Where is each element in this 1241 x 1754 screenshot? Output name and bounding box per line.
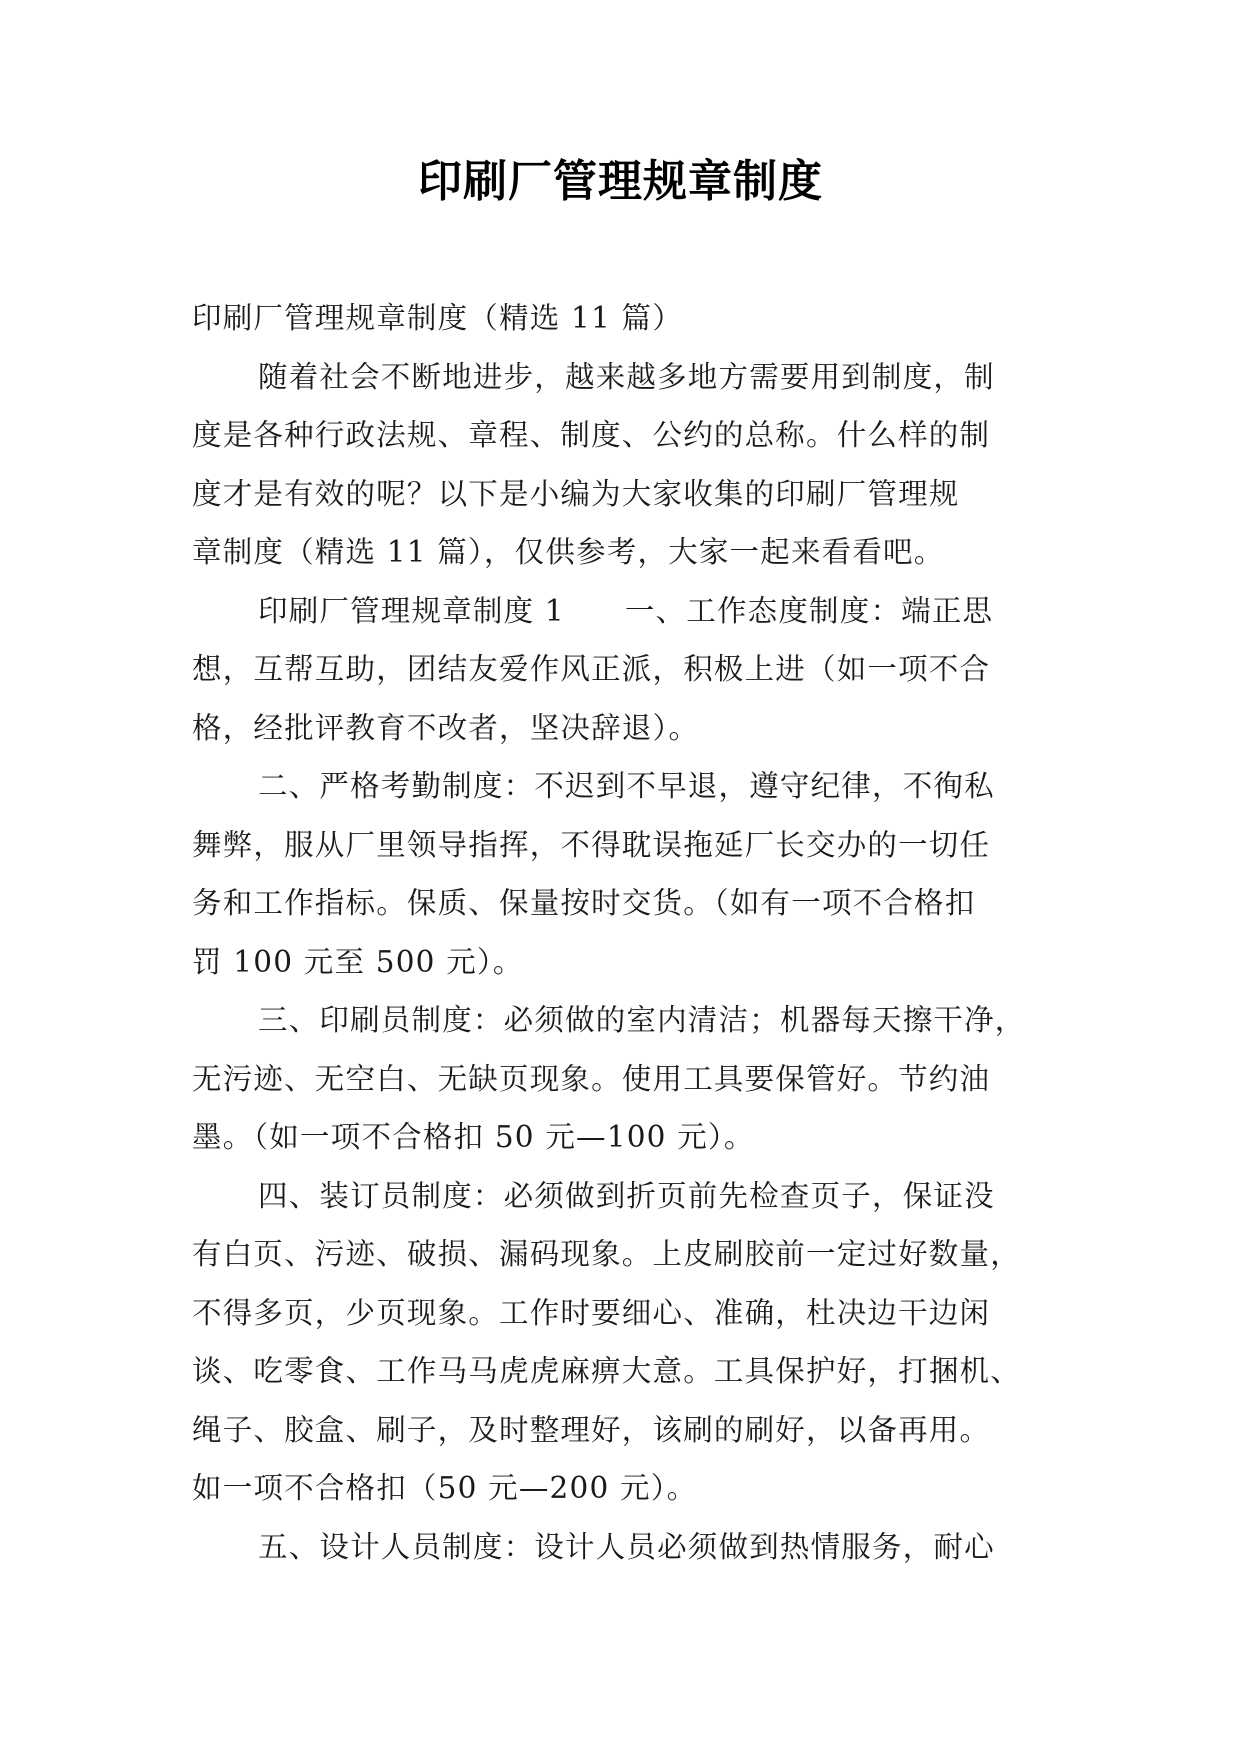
document-body [192, 289, 1054, 1576]
section-1-heading-line [192, 582, 1054, 641]
intro-line-3: 度才是有效的呢？以下是小编为大家收集的印刷厂管理规 [192, 476, 960, 511]
document-title: 印刷厂管理规章制度 [418, 156, 823, 207]
paragraph-line: 绳子、胶盒、刷子，及时整理好，该刷的刷好，以备再用。 [192, 1412, 991, 1447]
paragraph-line: 墨。（如一项不合格扣 50 元—100 元）。 [192, 1120, 755, 1154]
section-1-label: 印刷厂管理规章制度 1 [258, 593, 565, 628]
paragraph-line: 四、装订员制度：必须做到折页前先检查页子，保证没 [258, 1178, 995, 1213]
paragraph-line: 格，经批评教育不改者，坚决辞退）。 [192, 710, 700, 745]
paragraph-line: 不得多页，少页现象。工作时要细心、准确，杜决边干边闲 [192, 1295, 991, 1330]
paragraph-line: 二、严格考勤制度：不迟到不早退，遵守纪律，不徇私 [258, 769, 995, 803]
paragraph-line: 务和工作指标。保质、保量按时交货。（如有一项不合格扣 [192, 886, 976, 920]
intro-line-1: 随着社会不断地进步，越来越多地方需要用到制度，制 [258, 359, 995, 394]
section-1-first-clause: 一、工作态度制度：端正思 [624, 593, 994, 628]
paragraph-line: 谈、吃零食、工作马马虎虎麻痹大意。工具保护好，打捆机、 [192, 1354, 1021, 1388]
subtitle-line: 印刷厂管理规章制度（精选 11 篇） [192, 301, 683, 335]
intro-line-4: 章制度（精选 11 篇），仅供参考，大家一起来看看吧。 [192, 535, 945, 569]
paragraph-line: 想，互帮互助，团结友爱作风正派，积极上进（如一项不合 [192, 652, 991, 686]
paragraph-line: 无污迹、无空白、无缺页现象。使用工具要保管好。节约油 [192, 1061, 991, 1096]
paragraph-line: 如一项不合格扣（50 元—200 元）。 [192, 1471, 698, 1505]
paragraph-line: 舞弊，服从厂里领导指挥，不得耽误拖延厂长交办的一切任 [192, 827, 991, 862]
paragraph-line: 五、设计人员制度：设计人员必须做到热情服务，耐心 [258, 1529, 995, 1564]
paragraph-line: 三、印刷员制度：必须做的室内清洁；机器每天擦干净， [258, 1003, 1026, 1037]
paragraph-line: 有白页、污迹、破损、漏码现象。上皮刷胶前一定过好数量， [192, 1237, 1021, 1271]
paragraph-line: 罚 100 元至 500 元）。 [192, 944, 524, 979]
intro-line-2: 度是各种行政法规、章程、制度、公约的总称。什么样的制 [192, 418, 991, 452]
